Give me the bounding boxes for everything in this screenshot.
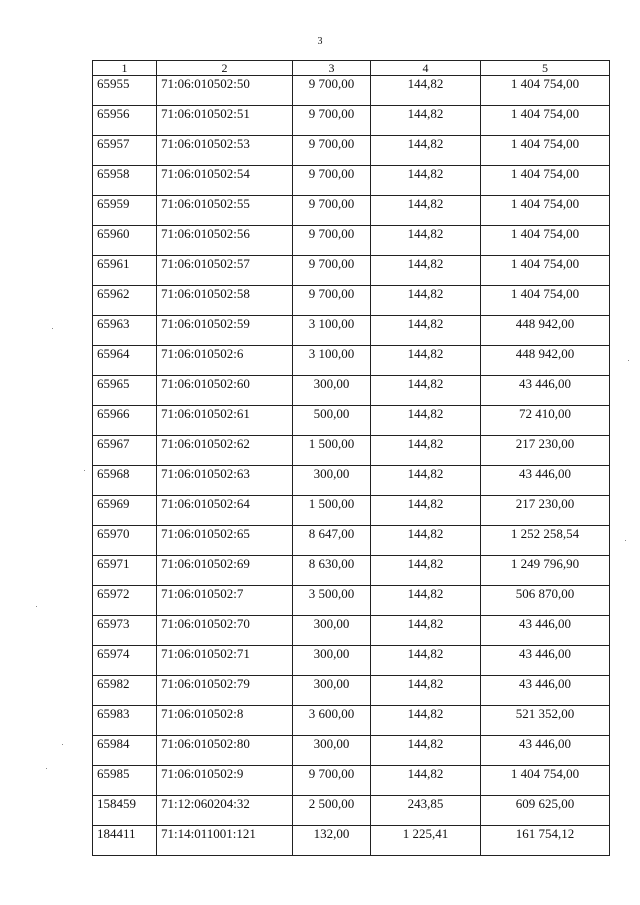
- table-row: [93, 106, 610, 136]
- column-header-4: 4: [371, 61, 481, 76]
- table-row: [93, 706, 610, 736]
- row-number-cell: 158459: [93, 796, 157, 826]
- cadastral-number-cell: 71:12:060204:32: [157, 796, 293, 826]
- table-header: [93, 61, 610, 76]
- row-number-cell: 65964: [93, 346, 157, 376]
- table-row: [93, 766, 610, 796]
- specific-value-cell: 144,82: [371, 196, 481, 226]
- cadastral-value-cell: 43 446,00: [481, 376, 610, 406]
- cadastral-number-cell: 71:06:010502:56: [157, 226, 293, 256]
- cadastral-number-cell: 71:06:010502:64: [157, 496, 293, 526]
- cadastral-number-cell: 71:06:010502:9: [157, 766, 293, 796]
- cadastral-number-cell: 71:06:010502:58: [157, 286, 293, 316]
- area-cell: 1 500,00: [293, 496, 371, 526]
- cadastral-value-cell: 448 942,00: [481, 316, 610, 346]
- specific-value-cell: 144,82: [371, 646, 481, 676]
- area-cell: 9 700,00: [293, 106, 371, 136]
- row-number-cell: 65965: [93, 376, 157, 406]
- specific-value-cell: 144,82: [371, 346, 481, 376]
- area-cell: 8 630,00: [293, 556, 371, 586]
- cadastral-value-cell: 43 446,00: [481, 466, 610, 496]
- area-cell: 132,00: [293, 826, 371, 856]
- table-body: [93, 76, 610, 856]
- cadastral-number-cell: 71:06:010502:55: [157, 196, 293, 226]
- specific-value-cell: 144,82: [371, 736, 481, 766]
- cadastral-number-cell: 71:06:010502:8: [157, 706, 293, 736]
- cadastral-number-cell: 71:06:010502:51: [157, 106, 293, 136]
- specific-value-cell: 144,82: [371, 106, 481, 136]
- specific-value-cell: 1 225,41: [371, 826, 481, 856]
- area-cell: 9 700,00: [293, 166, 371, 196]
- table-row: [93, 196, 610, 226]
- row-number-cell: 65972: [93, 586, 157, 616]
- specific-value-cell: 144,82: [371, 466, 481, 496]
- row-number-cell: 65985: [93, 766, 157, 796]
- row-number-cell: 65982: [93, 676, 157, 706]
- specific-value-cell: 144,82: [371, 166, 481, 196]
- specific-value-cell: 144,82: [371, 676, 481, 706]
- column-header-2: 2: [157, 61, 293, 76]
- table-row: [93, 76, 610, 106]
- specific-value-cell: 144,82: [371, 706, 481, 736]
- table-row: [93, 436, 610, 466]
- row-number-cell: 65959: [93, 196, 157, 226]
- cadastral-number-cell: 71:06:010502:53: [157, 136, 293, 166]
- row-number-cell: 65967: [93, 436, 157, 466]
- cadastral-value-cell: 1 404 754,00: [481, 196, 610, 226]
- area-cell: 300,00: [293, 646, 371, 676]
- cadastral-number-cell: 71:14:011001:121: [157, 826, 293, 856]
- table-row: [93, 136, 610, 166]
- table-row: [93, 616, 610, 646]
- scan-speck: [52, 328, 53, 329]
- table-row: [93, 466, 610, 496]
- specific-value-cell: 144,82: [371, 766, 481, 796]
- cadastral-number-cell: 71:06:010502:61: [157, 406, 293, 436]
- cadastral-value-cell: 1 404 754,00: [481, 766, 610, 796]
- specific-value-cell: 144,82: [371, 436, 481, 466]
- specific-value-cell: 144,82: [371, 526, 481, 556]
- cadastral-number-cell: 71:06:010502:79: [157, 676, 293, 706]
- cadastral-value-cell: 1 404 754,00: [481, 76, 610, 106]
- cadastral-value-cell: 217 230,00: [481, 496, 610, 526]
- scan-speck: [84, 470, 85, 471]
- row-number-cell: 65958: [93, 166, 157, 196]
- table-row: [93, 256, 610, 286]
- specific-value-cell: 144,82: [371, 496, 481, 526]
- area-cell: 300,00: [293, 736, 371, 766]
- area-cell: 1 500,00: [293, 436, 371, 466]
- area-cell: 300,00: [293, 376, 371, 406]
- cadastral-number-cell: 71:06:010502:80: [157, 736, 293, 766]
- row-number-cell: 184411: [93, 826, 157, 856]
- row-number-cell: 65969: [93, 496, 157, 526]
- cadastral-number-cell: 71:06:010502:62: [157, 436, 293, 466]
- row-number-cell: 65956: [93, 106, 157, 136]
- row-number-cell: 65974: [93, 646, 157, 676]
- area-cell: 9 700,00: [293, 226, 371, 256]
- specific-value-cell: 144,82: [371, 376, 481, 406]
- table-header-row: [93, 61, 610, 76]
- cadastral-value-cell: 43 446,00: [481, 616, 610, 646]
- cadastral-value-cell: 1 404 754,00: [481, 136, 610, 166]
- scan-speck: [628, 360, 629, 361]
- row-number-cell: 65962: [93, 286, 157, 316]
- specific-value-cell: 144,82: [371, 256, 481, 286]
- table-row: [93, 826, 610, 856]
- cadastral-value-cell: 217 230,00: [481, 436, 610, 466]
- cadastral-number-cell: 71:06:010502:7: [157, 586, 293, 616]
- specific-value-cell: 144,82: [371, 586, 481, 616]
- cadastral-number-cell: 71:06:010502:71: [157, 646, 293, 676]
- area-cell: 3 600,00: [293, 706, 371, 736]
- column-header-5: 5: [481, 61, 610, 76]
- cadastral-value-cell: 1 249 796,90: [481, 556, 610, 586]
- cadastral-value-cell: 1 404 754,00: [481, 256, 610, 286]
- area-cell: 9 700,00: [293, 286, 371, 316]
- cadastral-number-cell: 71:06:010502:70: [157, 616, 293, 646]
- column-header-3: 3: [293, 61, 371, 76]
- cadastral-value-cell: 1 252 258,54: [481, 526, 610, 556]
- area-cell: 3 100,00: [293, 316, 371, 346]
- table-row: [93, 526, 610, 556]
- cadastral-value-table: [92, 60, 610, 856]
- specific-value-cell: 144,82: [371, 406, 481, 436]
- row-number-cell: 65966: [93, 406, 157, 436]
- scan-speck: [36, 606, 37, 607]
- area-cell: 3 500,00: [293, 586, 371, 616]
- row-number-cell: 65971: [93, 556, 157, 586]
- table-row: [93, 496, 610, 526]
- table-row: [93, 286, 610, 316]
- area-cell: 9 700,00: [293, 76, 371, 106]
- area-cell: 9 700,00: [293, 136, 371, 166]
- area-cell: 2 500,00: [293, 796, 371, 826]
- cadastral-value-cell: 43 446,00: [481, 676, 610, 706]
- specific-value-cell: 144,82: [371, 76, 481, 106]
- specific-value-cell: 144,82: [371, 136, 481, 166]
- cadastral-number-cell: 71:06:010502:60: [157, 376, 293, 406]
- row-number-cell: 65983: [93, 706, 157, 736]
- table-row: [93, 556, 610, 586]
- cadastral-number-cell: 71:06:010502:50: [157, 76, 293, 106]
- table-row: [93, 676, 610, 706]
- row-number-cell: 65961: [93, 256, 157, 286]
- cadastral-number-cell: 71:06:010502:63: [157, 466, 293, 496]
- cadastral-value-cell: 506 870,00: [481, 586, 610, 616]
- row-number-cell: 65970: [93, 526, 157, 556]
- row-number-cell: 65968: [93, 466, 157, 496]
- cadastral-number-cell: 71:06:010502:57: [157, 256, 293, 286]
- specific-value-cell: 144,82: [371, 316, 481, 346]
- page-number: 3: [317, 36, 323, 47]
- cadastral-number-cell: 71:06:010502:59: [157, 316, 293, 346]
- specific-value-cell: 243,85: [371, 796, 481, 826]
- area-cell: 9 700,00: [293, 196, 371, 226]
- cadastral-value-cell: 521 352,00: [481, 706, 610, 736]
- specific-value-cell: 144,82: [371, 226, 481, 256]
- row-number-cell: 65984: [93, 736, 157, 766]
- table-row: [93, 406, 610, 436]
- row-number-cell: 65957: [93, 136, 157, 166]
- row-number-cell: 65955: [93, 76, 157, 106]
- cadastral-value-cell: 448 942,00: [481, 346, 610, 376]
- scan-speck: [46, 768, 47, 769]
- table-row: [93, 316, 610, 346]
- table-row: [93, 376, 610, 406]
- area-cell: 3 100,00: [293, 346, 371, 376]
- table-row: [93, 166, 610, 196]
- cadastral-value-cell: 72 410,00: [481, 406, 610, 436]
- area-cell: 9 700,00: [293, 256, 371, 286]
- cadastral-number-cell: 71:06:010502:6: [157, 346, 293, 376]
- row-number-cell: 65973: [93, 616, 157, 646]
- table-row: [93, 796, 610, 826]
- cadastral-value-cell: 1 404 754,00: [481, 106, 610, 136]
- specific-value-cell: 144,82: [371, 556, 481, 586]
- cadastral-value-cell: 609 625,00: [481, 796, 610, 826]
- table-row: [93, 646, 610, 676]
- table-row: [93, 736, 610, 766]
- row-number-cell: 65963: [93, 316, 157, 346]
- scan-speck: [625, 540, 626, 541]
- cadastral-value-cell: 1 404 754,00: [481, 166, 610, 196]
- table-row: [93, 586, 610, 616]
- cadastral-value-cell: 161 754,12: [481, 826, 610, 856]
- cadastral-number-cell: 71:06:010502:65: [157, 526, 293, 556]
- cadastral-value-cell: 1 404 754,00: [481, 286, 610, 316]
- specific-value-cell: 144,82: [371, 286, 481, 316]
- cadastral-value-cell: 43 446,00: [481, 736, 610, 766]
- area-cell: 300,00: [293, 616, 371, 646]
- cadastral-number-cell: 71:06:010502:54: [157, 166, 293, 196]
- cadastral-value-cell: 43 446,00: [481, 646, 610, 676]
- scan-speck: [62, 744, 63, 745]
- cadastral-number-cell: 71:06:010502:69: [157, 556, 293, 586]
- area-cell: 300,00: [293, 676, 371, 706]
- specific-value-cell: 144,82: [371, 616, 481, 646]
- area-cell: 8 647,00: [293, 526, 371, 556]
- area-cell: 300,00: [293, 466, 371, 496]
- cadastral-value-cell: 1 404 754,00: [481, 226, 610, 256]
- row-number-cell: 65960: [93, 226, 157, 256]
- column-header-1: 1: [93, 61, 157, 76]
- area-cell: 500,00: [293, 406, 371, 436]
- table-row: [93, 346, 610, 376]
- table-row: [93, 226, 610, 256]
- area-cell: 9 700,00: [293, 766, 371, 796]
